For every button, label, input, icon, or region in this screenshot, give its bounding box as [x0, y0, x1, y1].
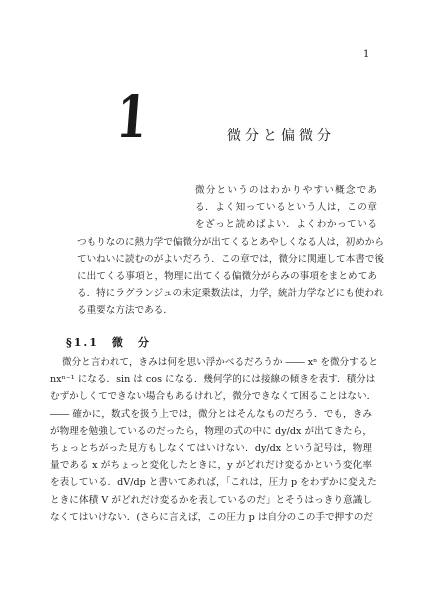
body-line: nxⁿ⁻¹ になる．sin は cos になる．幾何学的には接線の傾きを表す．積分は: [50, 374, 376, 386]
body-paragraph: [50, 354, 378, 526]
chapter-title: 微分と偏微分: [227, 128, 335, 144]
intro-line: をざっと読めばよい．よくわかっている: [195, 219, 377, 231]
chapter-number: 1: [114, 83, 149, 151]
intro-line: る．よく知っているという人は，この章: [195, 202, 377, 214]
intro-line: つもりなのに熱力学で偏微分が出てくるとあやしくなる人は，初めから: [77, 236, 384, 248]
body-line: むずかしくてできない場合もあるけれど，微分できなくて困ることはない．: [50, 391, 377, 403]
body-line: 量である x がちょっと変化したときに，y がどれだけ変るかという変化率: [50, 460, 372, 472]
intro-line: る．特にラグランジュの未定乗数法は，力学，統計力学などにも使われ: [77, 288, 384, 300]
body-line: が物理を勉強しているのだったら，物理の式の中に dy/dx が出てきたら，: [50, 425, 372, 437]
intro-line: 微分というのはわかりやすい概念であ: [195, 185, 377, 196]
section-heading: §1.1 微 分: [66, 336, 151, 349]
page-number: 1: [363, 49, 370, 60]
body-line: ―― 確かに，数式を扱う上では，微分とはそんなものだろう．でも，きみ: [50, 408, 372, 420]
body-line: ときに体積 V がどれだけ変るかを表しているのだ」とそうはっきり意識し: [50, 494, 372, 506]
body-line: を表している．dV/dp と書いてあれば，「これは，圧力 p をわずかに変えた: [50, 477, 377, 489]
intro-line: ていねいに読むのがよいだろう．この章では，微分に関連して本書で後: [77, 253, 384, 265]
body-line: なくてはいけない．(さらに言えば，この圧力 p は自分のこの手で押すのだ: [50, 511, 373, 523]
intro-line: に出てくる事項と，物理に出てくる偏微分がらみの事項をまとめてあ: [77, 271, 377, 283]
body-line: 微分と言われて，きみは何を思い浮かべるだろうか ―― xⁿ を微分すると: [62, 357, 378, 368]
chapter-introduction: [77, 182, 384, 320]
body-line: ちょっとちがった見方もしなくてはいけない．dy/dx という記号は，物理: [50, 443, 372, 455]
intro-line: る重要な方法である．: [77, 305, 173, 317]
